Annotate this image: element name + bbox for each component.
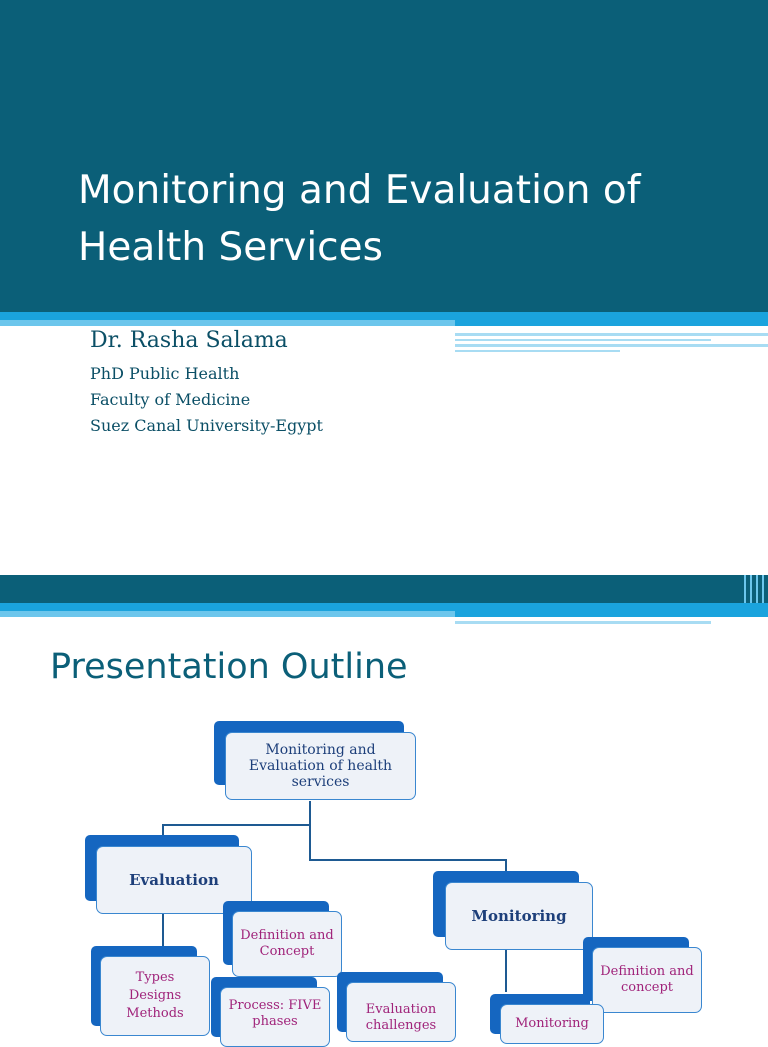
outline-band xyxy=(0,575,768,603)
mon-definition-node xyxy=(592,947,702,1013)
accent-stripe xyxy=(0,320,455,326)
connector xyxy=(309,801,311,859)
eval-challenges-label: Evaluation challenges xyxy=(365,1002,437,1033)
accent-stripe xyxy=(762,575,764,603)
accent-stripe xyxy=(455,333,768,336)
eval-definition-label: Definition and Concept xyxy=(240,928,334,959)
monitoring-node-label: Monitoring xyxy=(471,907,567,925)
evaluation-node-label: Evaluation xyxy=(129,871,219,889)
monitoring-node xyxy=(445,882,593,950)
accent-stripe xyxy=(756,575,758,603)
connector xyxy=(505,948,507,992)
eval-process-label: Process: FIVE phases xyxy=(228,998,322,1029)
author-university: Suez Canal University-Egypt xyxy=(90,416,323,435)
root-node xyxy=(225,732,416,800)
accent-stripe xyxy=(455,621,711,624)
mon-sub-node xyxy=(500,1004,604,1044)
accent-stripe xyxy=(455,611,768,617)
mon-definition-label: Definition and concept xyxy=(600,964,694,995)
author-name: Dr. Rasha Salama xyxy=(90,328,288,353)
eval-types-node xyxy=(100,956,210,1036)
eval-types-label: Types Designs Methods xyxy=(126,970,184,1021)
eval-challenges-node xyxy=(346,982,456,1042)
root-node-label: Monitoring and Evaluation of health services xyxy=(248,742,393,790)
connector xyxy=(309,859,506,861)
accent-stripe xyxy=(455,344,768,347)
mon-sub-label: Monitoring xyxy=(515,1016,589,1031)
author-credential: PhD Public Health xyxy=(90,364,240,383)
accent-stripe xyxy=(0,603,768,611)
accent-stripe xyxy=(0,611,455,617)
connector xyxy=(162,913,164,947)
accent-stripe xyxy=(455,350,620,352)
accent-stripe xyxy=(455,320,768,326)
eval-process-node xyxy=(220,987,330,1047)
accent-stripe xyxy=(744,575,746,603)
eval-definition-node xyxy=(232,911,342,977)
accent-stripe xyxy=(750,575,752,603)
slide-title: Monitoring and Evaluation of Health Services xyxy=(78,168,641,270)
accent-stripe xyxy=(455,339,711,341)
outline-title: Presentation Outline xyxy=(50,647,408,687)
outline-slide xyxy=(0,575,768,1033)
accent-stripe xyxy=(0,312,768,320)
connector xyxy=(162,824,310,826)
author-faculty: Faculty of Medicine xyxy=(90,390,251,409)
